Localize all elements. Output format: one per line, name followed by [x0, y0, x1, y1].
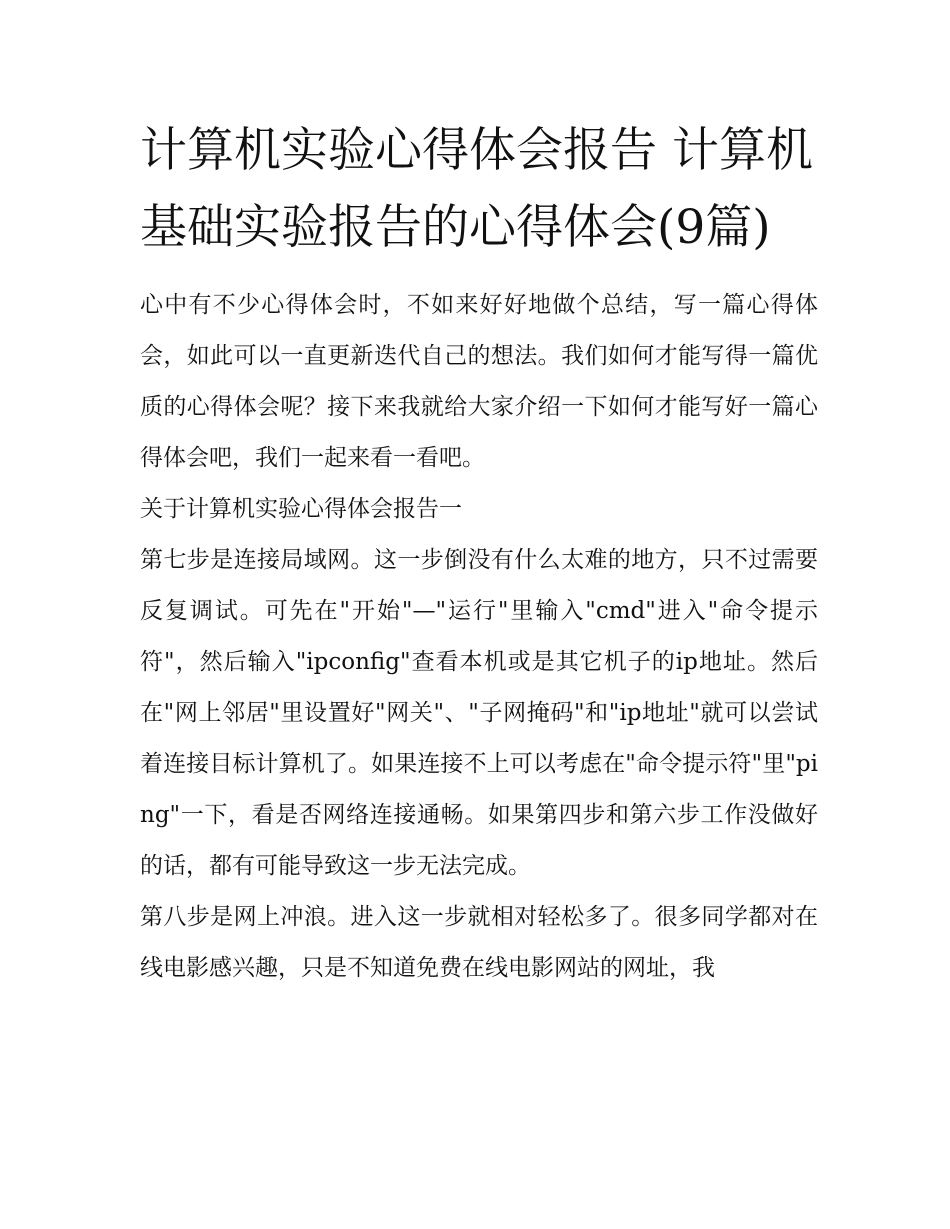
document-title: 计算机实验心得体会报告 计算机基础实验报告的心得体会(9篇): [140, 123, 813, 255]
paragraph-step-7: 第七步是连接局域网。这一步倒没有什么太难的地方，只不过需要反复调试。可先在"开始"—"运行"里输入"cmd"进入"命令提示符"，然后输入"ipconfig"查看本机或是其它机子的ip地址。然后在"网上邻居"里设置好"网关"、"子网掩码"和"ip地址"就可以尝试着连接目标计算机了。如果连接不上可以考虑在"命令提示符"里"ping"一下，看是否网络连接通畅。如果第四步和第六步工作没做好的话，都有可能导致这一步无法完成。: [140, 547, 818, 879]
paragraph-step-8: 第八步是网上冲浪。进入这一步就相对轻松多了。很多同学都对在线电影感兴趣，只是不知道免费在线电影网站的网址，我: [140, 904, 818, 981]
document-body: [140, 112, 818, 994]
section-heading: 关于计算机实验心得体会报告一: [140, 496, 462, 522]
intro-paragraph: 心中有不少心得体会时，不如来好好地做个总结，写一篇心得体会，如此可以一直更新迭代自己的想法。我们如何才能写得一篇优质的心得体会呢？接下来我就给大家介绍一下如何才能写好一篇心得体会吧，我们一起来看一看吧。: [140, 292, 818, 471]
